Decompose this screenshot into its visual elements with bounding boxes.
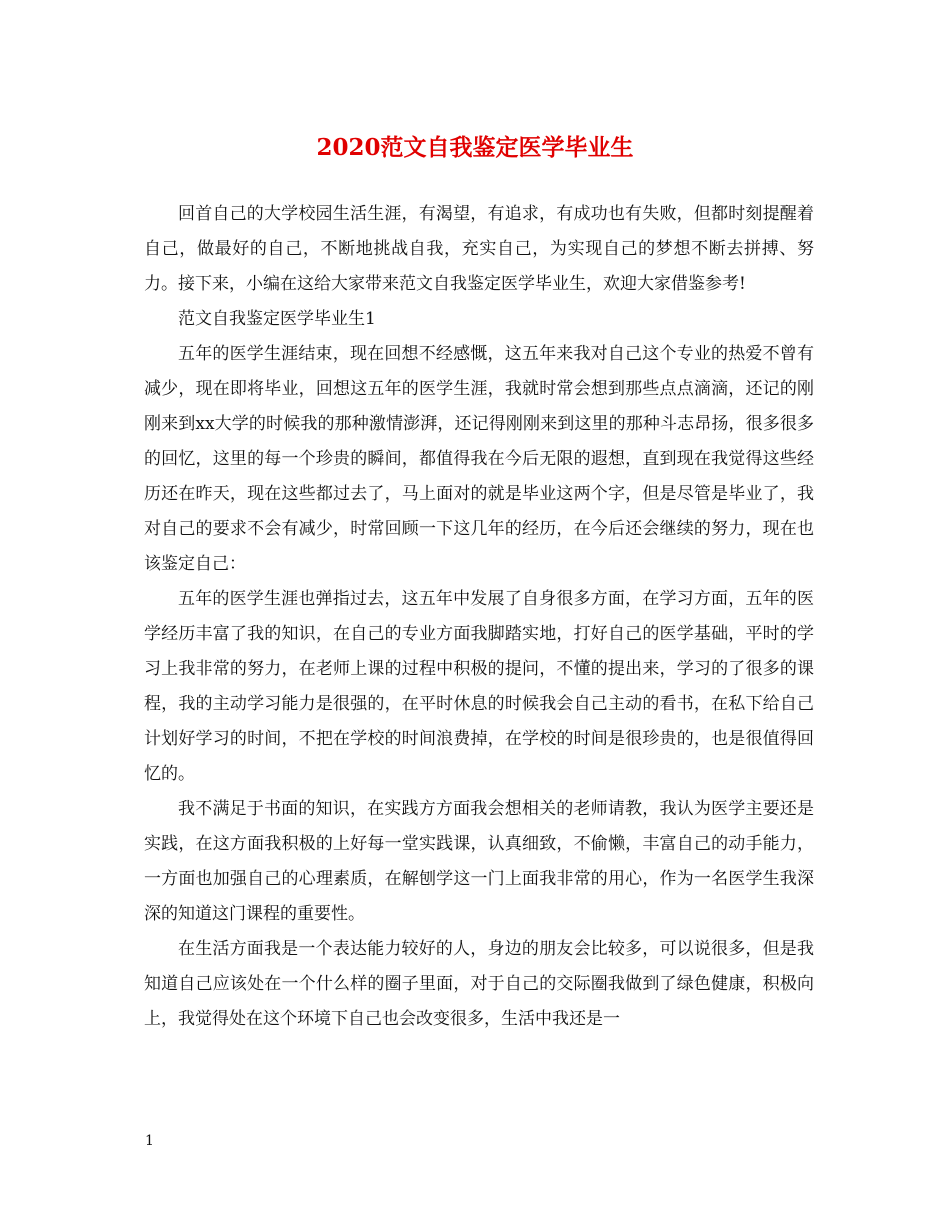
- paragraph: 五年的医学生涯结束，现在回想不经感慨，这五年来我对自己这个专业的热爱不曾有减少，现在即将毕业，回想这五年的医学生涯，我就时常会想到那些点点滴滴，还记的刚刚来到xx大学的时候我的那种激情澎湃，还记得刚刚来到这里的那种斗志昂扬，很多很多的回忆，这里的每一个珍贵的瞬间，都值得我在今后无限的遐想，直到现在我觉得这些经历还在昨天，现在这些都过去了，马上面对的就是毕业这两个字，但是尽管是毕业了，我对自己的要求不会有减少，时常回顾一下这几年的经历，在今后还会继续的努力，现在也该鉴定自己：: [144, 344, 814, 574]
- section-heading: 范文自我鉴定医学毕业生1: [178, 309, 376, 329]
- document-title: 2020范文自我鉴定医学毕业生: [316, 134, 634, 161]
- document-body: [144, 197, 814, 1037]
- paragraph: 我不满足于书面的知识，在实践方方面我会想相关的老师请教，我认为医学主要还是实践，在这方面我积极的上好每一堂实践课，认真细致，不偷懒，丰富自己的动手能力，一方面也加强自己的心理素质，在解刨学这一门上面我非常的用心，作为一名医学生我深深的知道这门课程的重要性。: [144, 799, 814, 924]
- page-number: 1: [145, 1133, 154, 1149]
- paragraph: 在生活方面我是一个表达能力较好的人，身边的朋友会比较多，可以说很多，但是我知道自己应该处在一个什么样的圈子里面，对于自己的交际圈我做到了绿色健康，积极向上，我觉得处在这个环境下自己也会改变很多，生活中我还是一: [144, 939, 814, 1029]
- paragraph: 五年的医学生涯也弹指过去，这五年中发展了自身很多方面，在学习方面，五年的医学经历丰富了我的知识，在自己的专业方面我脚踏实地，打好自己的医学基础，平时的学习上我非常的努力，在老师上课的过程中积极的提问，不懂的提出来，学习的了很多的课程，我的主动学习能力是很强的，在平时休息的时候我会自己主动的看书，在私下给自己计划好学习的时间，不把在学校的时间浪费掉，在学校的时间是很珍贵的，也是很值得回忆的。: [144, 589, 814, 784]
- paragraph-intro: 回首自己的大学校园生活生涯，有渴望，有追求，有成功也有失败，但都时刻提醒着自己，做最好的自己，不断地挑战自我，充实自己，为实现自己的梦想不断去拼搏、努力。接下来，小编在这给大家带来范文自我鉴定医学毕业生，欢迎大家借鉴参考!: [144, 204, 814, 294]
